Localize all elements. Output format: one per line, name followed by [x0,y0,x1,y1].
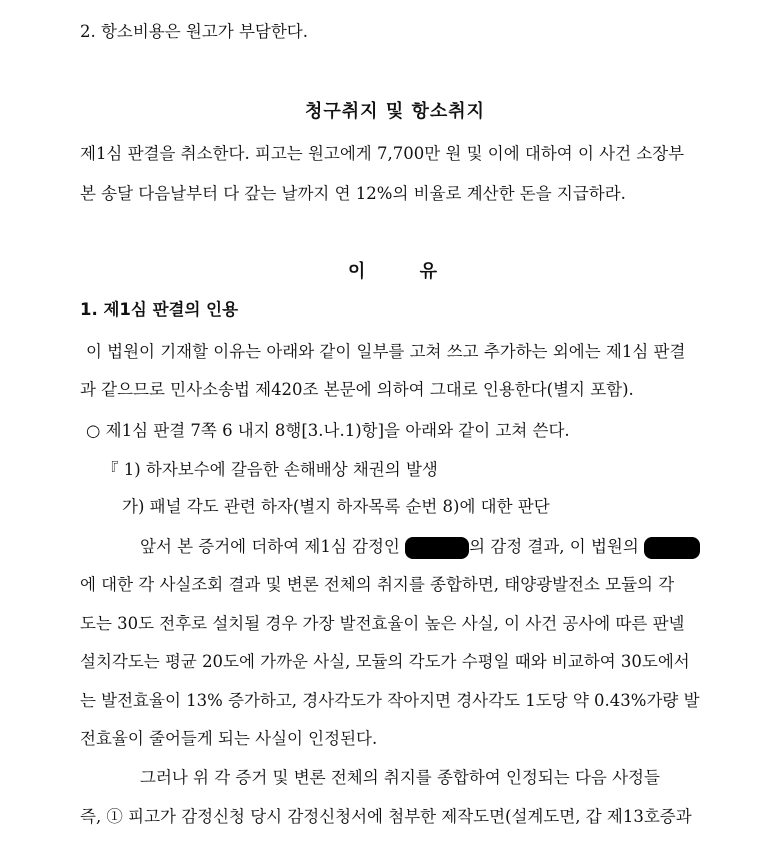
paragraph-line: 는 발전효율이 13% 증가하고, 경사각도가 작아지면 경사각도 1도당 약 0.43%가량 발 [80,691,700,710]
paragraph-line: 그러나 위 각 증거 및 변론 전체의 취지를 종합하여 인정되는 다음 사정들 [140,768,660,787]
subsection-heading-1: 1. 제1심 판결의 인용 [80,300,239,319]
paragraph-line: 즉, ① 피고가 감정신청 당시 감정신청서에 첨부한 제작도면(설계도면, 갑 제13호증과 [80,807,692,826]
item-heading-1: 『 1) 하자보수에 갈음한 손해배상 채권의 발생 [102,460,438,479]
section-title-claims: 청구취지 및 항소취지 [305,101,486,122]
paragraph-line: 과 같으므로 민사소송법 제420조 본문에 의하여 그대로 인용한다(별지 포함). [80,380,634,399]
ruling-item-2: 2. 항소비용은 원고가 부담한다. [80,22,308,41]
claim-line-1: 제1심 판결을 취소한다. 피고는 원고에게 7,700만 원 및 이에 대하여 이 사건 소장부 [80,144,685,163]
paragraph-line: 도는 30도 전후로 설치될 경우 가장 발전효율이 높은 사실, 이 사건 공사에 따른 판넬 [80,614,685,633]
item-heading-ga: 가) 패널 각도 관련 하자(별지 하자목록 순번 8)에 대한 판단 [122,497,550,516]
amendment-note: ○ 제1심 판결 7쪽 6 내지 8행[3.나.1)항]을 아래와 같이 고쳐 쓴다. [86,421,570,440]
paragraph-text: 의 감정 결과, 이 법원의 [469,537,639,556]
claim-line-2: 본 송달 다음날부터 다 갚는 날까지 연 12%의 비율로 계산한 돈을 지급하라. [80,184,626,203]
paragraph-text: 앞서 본 증거에 더하여 제1심 감정인 [140,537,400,556]
paragraph-line-with-redactions [140,536,700,559]
section-title-reasons: 이 유 [348,261,438,282]
paragraph-line: 이 법원이 기재할 이유는 아래와 같이 일부를 고쳐 쓰고 추가하는 외에는 제1심 판결 [86,342,686,361]
redaction-mark [405,537,469,559]
redaction-mark [644,537,700,559]
paragraph-line: 설치각도는 평균 20도에 가까운 사실, 모듈의 각도가 수평일 때와 비교하여 30도에서 [80,652,690,671]
paragraph-line: 전효율이 줄어들게 되는 사실이 인정된다. [80,729,378,748]
paragraph-line: 에 대한 각 사실조회 결과 및 변론 전체의 취지를 종합하면, 태양광발전소 모듈의 각 [80,575,675,594]
